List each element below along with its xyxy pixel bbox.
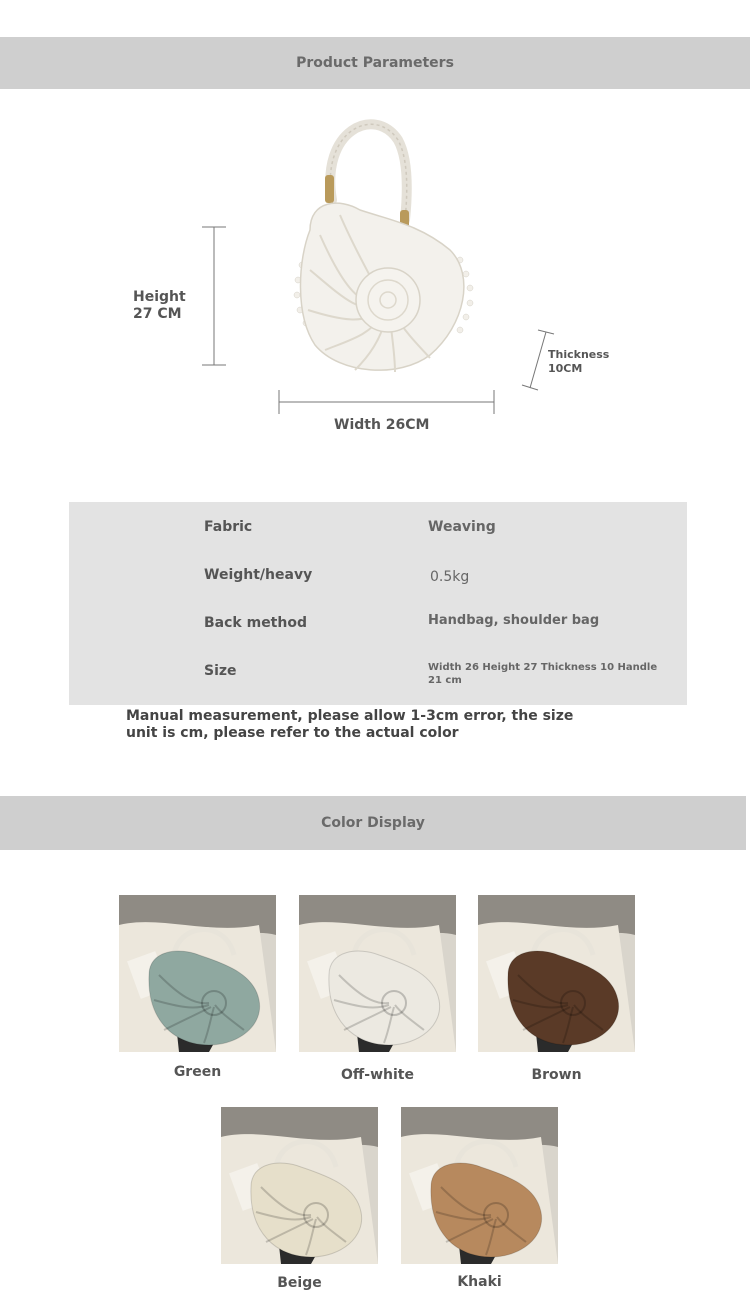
spec-value: Handbag, shoulder bag: [428, 613, 600, 628]
measurement-note: Manual measurement, please allow 1-3cm error, the size unit is cm, please refer to the actual color: [126, 708, 574, 741]
spec-value: Weaving: [428, 519, 496, 535]
spec-key: Size: [204, 663, 237, 679]
color-display-title: Color Display: [321, 815, 425, 831]
color-swatch-label: Khaki: [457, 1274, 502, 1290]
color-display-banner: [0, 796, 746, 850]
spec-key: Weight/heavy: [204, 567, 313, 583]
color-swatch-label: Off-white: [341, 1067, 414, 1083]
height-dimension-line: [200, 225, 230, 370]
spec-value: Width 26 Height 27 Thickness 10 Handle 21 cm: [428, 662, 658, 686]
color-swatch-image[interactable]: [401, 1107, 558, 1264]
thickness-label: Thickness 10CM: [548, 348, 610, 375]
product-bag-image: [280, 110, 490, 380]
color-swatch-image[interactable]: [299, 895, 456, 1052]
width-label: Width 26CM: [334, 417, 430, 433]
spec-value: 0.5kg: [430, 569, 470, 585]
product-parameters-title: Product Parameters: [296, 55, 454, 71]
width-dimension-line: [276, 388, 498, 416]
spec-table: [69, 502, 687, 705]
spec-key: Back method: [204, 615, 307, 631]
product-parameters-banner: [0, 37, 750, 89]
color-swatch-label: Beige: [277, 1275, 322, 1291]
color-swatch-image[interactable]: [478, 895, 635, 1052]
spec-key: Fabric: [204, 519, 253, 535]
color-swatch-image[interactable]: [119, 895, 276, 1052]
color-swatch-image[interactable]: [221, 1107, 378, 1264]
height-label: Height 27 CM: [133, 289, 186, 322]
color-swatch-label: Green: [173, 1064, 222, 1080]
color-swatch-label: Brown: [531, 1067, 582, 1083]
